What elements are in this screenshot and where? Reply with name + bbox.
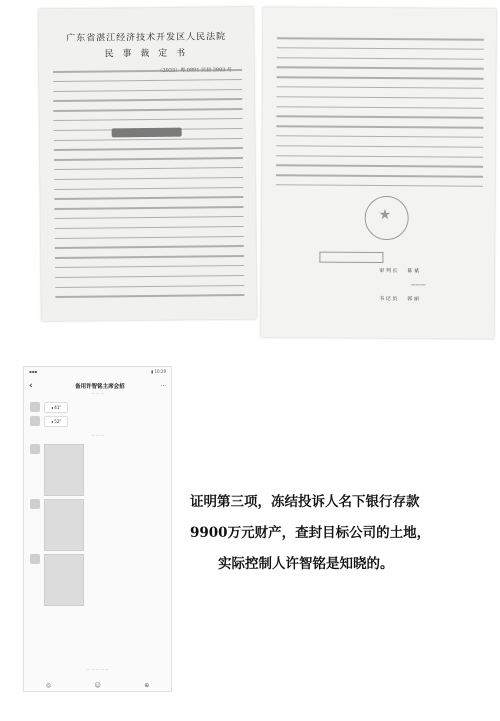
body-text-lines bbox=[276, 37, 484, 195]
court-seal-icon bbox=[365, 196, 409, 240]
copy-stamp bbox=[319, 252, 383, 263]
document-type: 民 事 裁 定 书 bbox=[104, 48, 189, 60]
timestamp: — — — bbox=[91, 391, 104, 395]
status-bar: ▪▪▪ ▮ 10:29 bbox=[29, 369, 166, 374]
avatar bbox=[30, 444, 40, 454]
system-tip: — — — — — bbox=[86, 667, 109, 671]
chat-screenshot bbox=[23, 366, 172, 692]
image-message[interactable] bbox=[44, 444, 84, 496]
image-message[interactable] bbox=[44, 499, 84, 551]
list-item bbox=[30, 444, 165, 496]
redacted-block bbox=[112, 128, 182, 138]
timestamp: — — — bbox=[91, 433, 104, 437]
message-list bbox=[24, 391, 171, 661]
chat-title: 备用许智铭主席会招 bbox=[75, 384, 125, 390]
judgment-page-2 bbox=[261, 7, 496, 339]
list-item bbox=[30, 499, 165, 551]
avatar bbox=[30, 554, 40, 564]
caption-line: 证明第三项，冻结投诉人名下银行存款 bbox=[190, 494, 420, 510]
avatar bbox=[30, 499, 40, 509]
list-item bbox=[30, 402, 165, 413]
voice-icon[interactable]: ◎ bbox=[45, 682, 51, 689]
body-text-lines bbox=[53, 69, 244, 306]
list-item bbox=[30, 554, 165, 606]
bottom-bar bbox=[24, 682, 171, 689]
caption-line: 9900万元财产，查封目标公司的土地， bbox=[190, 525, 431, 541]
add-icon[interactable]: ⊕ bbox=[144, 682, 150, 689]
caption-line: 实际控制人许智铭是知晓的。 bbox=[218, 556, 394, 572]
list-item bbox=[30, 416, 165, 427]
more-icon[interactable]: ··· bbox=[160, 383, 166, 389]
voice-message[interactable]: ◂ 41" bbox=[44, 402, 68, 413]
back-arrow-icon[interactable]: ‹ bbox=[29, 381, 33, 391]
evidence-caption bbox=[190, 487, 480, 580]
court-title: 广东省湛江经济技术开发区人民法院 bbox=[66, 32, 227, 44]
signature-block: 审 判 长 陈 斌 ——— 书 记 员 郭 丽 bbox=[379, 268, 426, 303]
voice-message[interactable]: ◂ 52" bbox=[44, 416, 68, 427]
image-message[interactable] bbox=[44, 554, 84, 606]
avatar bbox=[30, 402, 40, 412]
avatar bbox=[30, 416, 40, 426]
judgment-page-1 bbox=[38, 7, 256, 321]
emoji-icon[interactable]: ☺ bbox=[94, 682, 101, 689]
